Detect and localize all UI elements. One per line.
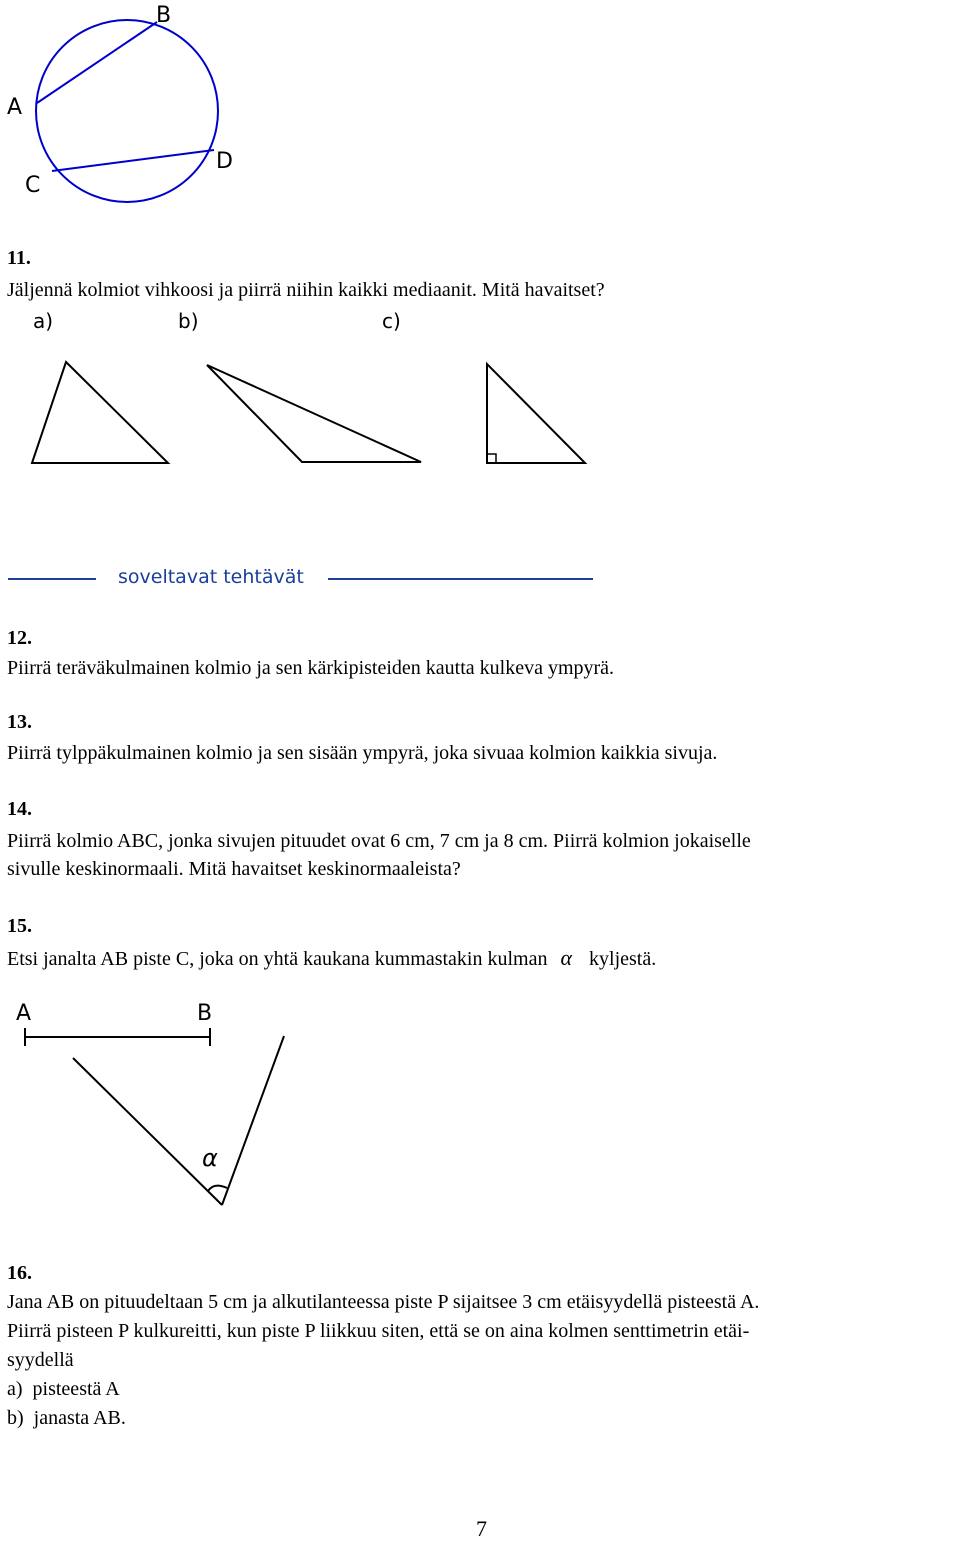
label-a: a) xyxy=(33,309,54,333)
triangles-figure xyxy=(32,309,585,463)
problem-15-text-before: Etsi janalta AB piste C, joka on yhtä kaukana kummastakin kulman xyxy=(7,948,548,970)
segment-a-label: A xyxy=(16,1001,32,1026)
problem-14-number: 14. xyxy=(7,798,32,820)
angle-arc xyxy=(208,1186,227,1191)
point-c-label: C xyxy=(25,173,41,198)
divider-line-right xyxy=(328,578,593,580)
problem-15-text-after: kyljestä. xyxy=(589,948,657,970)
segment-b-label: B xyxy=(197,1001,213,1026)
problem-16-line-1: Jana AB on pituudeltaan 5 cm ja alkutilanteessa piste P sijaitsee 3 cm etäisyydellä pisteestä A. xyxy=(7,1291,760,1313)
chord-ab xyxy=(37,22,157,103)
point-a-label: A xyxy=(7,95,23,120)
problem-13-text: Piirrä tylppäkulmainen kolmio ja sen sisään ympyrä, joka sivuaa kolmion kaikkia sivuja. xyxy=(7,742,718,764)
problem-16-item-b: b) janasta AB. xyxy=(7,1407,126,1429)
problem-12-text: Piirrä teräväkulmainen kolmio ja sen kärkipisteiden kautta kulkeva ympyrä. xyxy=(7,657,615,679)
page-number: 7 xyxy=(476,1516,487,1541)
triangle-a xyxy=(32,362,168,463)
angle-side-right xyxy=(222,1036,284,1205)
point-b-label: B xyxy=(156,3,172,28)
label-c: c) xyxy=(382,309,401,333)
circle-outline xyxy=(36,20,218,202)
problem-14-line-1: Piirrä kolmio ABC, jonka sivujen pituudet ovat 6 cm, 7 cm ja 8 cm. Piirrä kolmion jokaiselle xyxy=(7,830,751,852)
right-angle-mark xyxy=(487,454,496,463)
problem-11-number: 11. xyxy=(7,247,31,269)
angle-side-left xyxy=(73,1058,222,1205)
problem-13-number: 13. xyxy=(7,711,32,733)
divider-line-left xyxy=(8,578,96,580)
label-b: b) xyxy=(178,309,199,333)
chord-cd xyxy=(52,150,214,171)
problem-12-number: 12. xyxy=(7,627,32,649)
problem-16-item-a: a) pisteestä A xyxy=(7,1378,120,1400)
problem-11-text: Jäljennä kolmiot vihkoosi ja piirrä niihin kaikki mediaanit. Mitä havaitset? xyxy=(7,279,605,301)
triangle-b xyxy=(207,365,421,462)
problem-14-line-2: sivulle keskinormaali. Mitä havaitset keskinormaaleista? xyxy=(7,858,461,880)
problem-15-text xyxy=(7,943,656,974)
alpha-symbol: α xyxy=(560,945,573,970)
circle-chord-figure xyxy=(7,3,233,202)
problem-15-number: 15. xyxy=(7,915,32,937)
problem-16-number: 16. xyxy=(7,1262,32,1284)
divider-label: soveltavat tehtävät xyxy=(118,566,304,588)
point-d-label: D xyxy=(216,149,233,174)
alpha-label: α xyxy=(202,1144,218,1172)
angle-figure xyxy=(16,1001,284,1205)
problem-16-line-3: syydellä xyxy=(7,1349,74,1371)
problem-16-line-2: Piirrä pisteen P kulkureitti, kun piste P liikkuu siten, että se on aina kolmen senttimetrin etäi- xyxy=(7,1320,750,1342)
triangle-c xyxy=(487,364,585,463)
